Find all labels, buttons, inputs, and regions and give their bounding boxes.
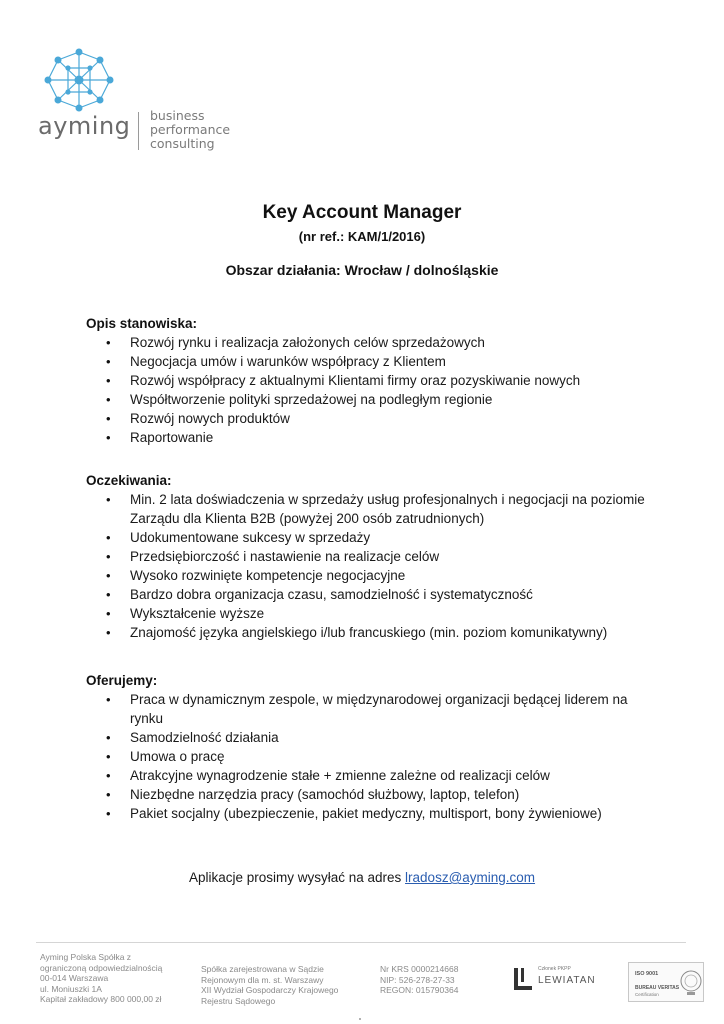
footer-line: NIP: 526-278-27-33	[380, 974, 455, 985]
apply-line	[0, 870, 724, 885]
job-area: Obszar działania: Wrocław / dolnośląskie	[225, 262, 499, 278]
footer-tax-info	[380, 964, 458, 996]
bureau-veritas-seal-icon	[679, 969, 703, 997]
lewiatan-caption: Członek PKPP	[538, 966, 571, 972]
apply-text: Aplikacje prosimy wysyłać na adres	[188, 870, 406, 885]
section-title: Oferujemy:	[86, 673, 158, 688]
list-item: • Samodzielność działania	[86, 728, 646, 747]
list-item: • Rozwój rynku i realizacja założonych celów sprzedażowych	[86, 333, 646, 352]
footer-line: Rejestru Sądowego	[201, 995, 276, 1006]
footer-line: ul. Moniuszki 1A	[40, 983, 102, 994]
footer-divider	[36, 942, 686, 943]
list-item: • Atrakcyjne wynagrodzenie stałe + zmienne zależne od realizacji celów	[86, 766, 646, 785]
section-title: Opis stanowiska:	[86, 316, 198, 331]
list-item: • Negocjacja umów i warunków współpracy z Klientem	[86, 352, 646, 371]
section-opis-stanowiska	[86, 315, 646, 447]
list-item: • Praca w dynamicznym zespole, w międzynarodowej organizacji będącej liderem na rynku	[86, 690, 646, 728]
ayming-logo	[38, 46, 278, 156]
footer-line: Ayming Polska Spółka z	[40, 952, 132, 962]
tagline-line: performance	[150, 122, 231, 137]
section-oferujemy	[86, 672, 646, 823]
tagline-line: business	[150, 108, 205, 123]
iso-title: ISO 9001	[635, 971, 659, 977]
lewiatan-logo	[512, 964, 602, 994]
iso-org: BUREAU VERITAS	[635, 985, 680, 991]
footer-line: Kapitał zakładowy 800 000,00 zł	[40, 994, 162, 1004]
footer-line: REGON: 015790364	[380, 985, 459, 995]
lewiatan-mark-icon	[512, 966, 534, 992]
section-oczekiwania	[86, 472, 646, 642]
list-item: • Bardzo dobra organizacja czasu, samodzielność i systematyczność	[86, 585, 646, 604]
list-item: • Rozwój nowych produktów	[86, 409, 646, 428]
footer-line: Rejonowym dla m. st. Warszawy	[201, 974, 324, 985]
job-title: Key Account Manager	[262, 202, 462, 223]
list-item: • Współtworzenie polityki sprzedażowej na podległym regionie	[86, 390, 646, 409]
iso-certificate-badge	[628, 962, 704, 1002]
list-item: • Przedsiębiorczość i nastawienie na realizacje celów	[86, 547, 646, 566]
footer-line: XII Wydział Gospodarczy Krajowego	[201, 985, 339, 995]
brand-name: ayming	[38, 112, 131, 140]
bullet-list	[86, 690, 646, 823]
bullet-list	[86, 333, 646, 447]
footer-line: Nr KRS 0000214668	[380, 964, 459, 974]
section-title: Oczekiwania:	[86, 473, 172, 488]
brand-tagline	[150, 109, 230, 151]
footer-line: ograniczoną odpowiedzialnością	[40, 962, 163, 973]
list-item: • Min. 2 lata doświadczenia w sprzedaży usług profesjonalnych i negocjacji na poziomie Zarządu dla Klienta B2B (powyżej 200 osób zatrudnionych)	[86, 490, 646, 528]
footer-line: Spółka zarejestrowana w Sądzie	[201, 964, 324, 974]
footer-company-info	[40, 952, 162, 1005]
list-item: • Raportowanie	[86, 428, 646, 447]
lewiatan-name: LEWIATAN	[538, 975, 596, 986]
list-item: • Rozwój współpracy z aktualnymi Klientami firmy oraz pozyskiwanie nowych	[86, 371, 646, 390]
page-marker	[359, 1018, 361, 1020]
logo-divider	[138, 112, 139, 150]
apply-email-link[interactable]: lradosz@ayming.com	[405, 870, 536, 885]
job-reference: (nr ref.: KAM/1/2016)	[298, 229, 426, 244]
list-item: • Udokumentowane sukcesy w sprzedaży	[86, 528, 646, 547]
tagline-line: consulting	[150, 136, 215, 151]
list-item: • Znajomość języka angielskiego i/lub francuskiego (min. poziom komunikatywny)	[86, 623, 646, 642]
iso-sub: Certification	[635, 992, 659, 997]
list-item: • Wysoko rozwinięte kompetencje negocjacyjne	[86, 566, 646, 585]
ayming-network-icon	[38, 46, 120, 114]
footer-line: 00-014 Warszawa	[40, 973, 109, 983]
bullet-list	[86, 490, 646, 642]
list-item: • Wykształcenie wyższe	[86, 604, 646, 623]
list-item: • Pakiet socjalny (ubezpieczenie, pakiet medyczny, multisport, bony żywieniowe)	[86, 804, 646, 823]
list-item: • Umowa o pracę	[86, 747, 646, 766]
list-item: • Niezbędne narzędzia pracy (samochód służbowy, laptop, telefon)	[86, 785, 646, 804]
footer-registration-info	[201, 964, 338, 1006]
